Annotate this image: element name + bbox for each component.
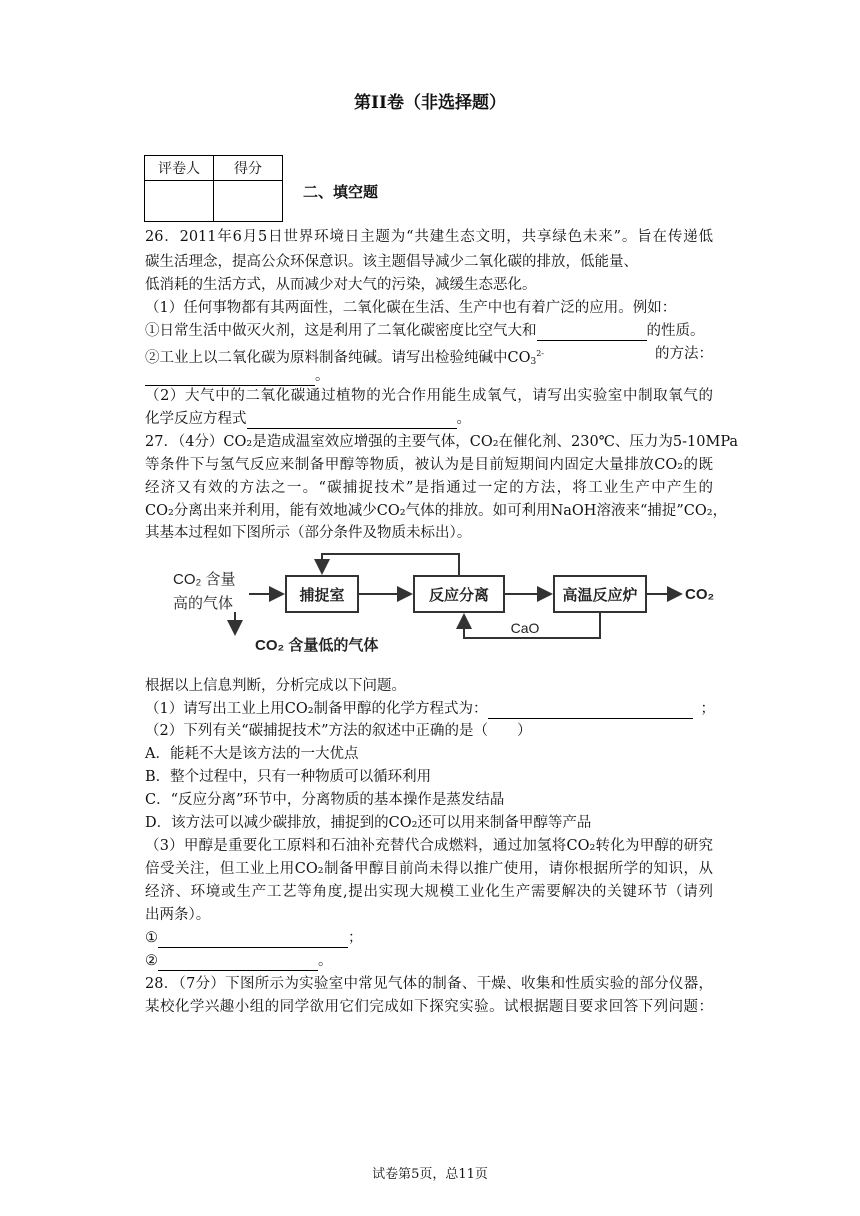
q26-line-9 [145, 409, 471, 429]
arrow-recycle-to-capture [322, 554, 459, 576]
q26-line-2: 碳生活理念，提高公众环保意识。该主题倡导减少二氧化碳的排放，低能量、 [145, 254, 638, 270]
answer-blank[interactable] [247, 412, 457, 429]
q26-line-1: 26．2011年6月5日世界环境日主题为“共建生态文明，共享绿色未来”。旨在传递低 [145, 229, 713, 245]
diagram-input-line1: CO₂ 含量 [173, 571, 236, 588]
q27-answer-2 [145, 951, 333, 971]
answer-blank[interactable] [488, 702, 693, 719]
q28-line-1: 28．（7分）下图所示为实验室中常见气体的制备、干燥、收集和性质实验的部分仪器， [145, 976, 713, 992]
q27-line-8: （2）下列有关“碳捕捉技术”方法的叙述中正确的是（ ） [145, 723, 532, 739]
q26-line-8: （2）大气中的二氧化碳通过植物的光合作用能生成氧气，请写出实验室中制取氧气的 [145, 388, 713, 404]
q26-q3-text: 化学反应方程式 [145, 411, 247, 427]
q27-answer-1 [145, 928, 363, 948]
option-a: A．能耗不大是该方法的一大优点 [145, 746, 359, 762]
q27-line-10: 倍受关注，但工业上用CO₂制备甲醇目前尚未得以推广使用，请你根据所学的知识，从 [145, 861, 713, 877]
q27-line-6: 根据以上信息判断，分析完成以下问题。 [145, 678, 406, 694]
grader-header: 评卷人 [145, 156, 214, 181]
score-header: 得分 [214, 156, 283, 181]
grader-cell [145, 181, 214, 222]
q27-line-2: 等条件下与氢气反应来制备甲醇等物质，被认为是目前短期间内固定大量排放CO₂的既 [145, 457, 713, 473]
carbon-capture-diagram [155, 540, 725, 670]
page-footer: 试卷第5页，总11页 [372, 1167, 488, 1182]
q26-line-7 [145, 366, 330, 386]
q26-q3-tail: 。 [456, 411, 471, 427]
q26-q2-tail: 的方法： [655, 346, 713, 362]
box-separation-label: 反应分离 [428, 587, 490, 604]
score-table [144, 155, 283, 222]
box-capture-label: 捕捉室 [299, 587, 345, 604]
q26-line-4: （1）任何事物都有其两面性，二氧化碳在生活、生产中也有着广泛的应用。例如： [145, 300, 677, 316]
answer-1-tail: ； [348, 930, 363, 946]
answer-1-marker: ① [145, 930, 158, 946]
answer-blank[interactable] [158, 931, 348, 948]
answer-2-marker: ② [145, 953, 158, 969]
q27-line-4: CO₂分离出来并利用，能有效地减少CO₂气体的排放。如可利用NaOH溶液来“捕捉”CO₂， [145, 503, 728, 519]
q27-q1-tail: ； [700, 701, 716, 717]
diagram-input-line2: 高的气体 [173, 595, 234, 612]
q27-q1-text: （1）请写出工业上用CO₂制备甲醇的化学方程式为： [145, 701, 488, 717]
q26-line-3: 低消耗的生活方式，从而减少对大气的污染，减缓生态恶化。 [145, 277, 537, 293]
q26-q1-text: ①日常生活中做灭火剂，这是利用了二氧化碳密度比空气大和 [145, 323, 537, 339]
answer-blank[interactable] [145, 369, 315, 386]
q27-line-12: 出两条）。 [145, 907, 211, 923]
q27-line-9: （3）甲醇是重要化工原料和石油补充替代合成燃料，通过加氢将CO₂转化为甲醇的研究 [145, 838, 713, 854]
answer-2-tail: 。 [318, 953, 333, 969]
superscript: 2- [536, 349, 545, 358]
answer-blank[interactable] [158, 954, 318, 971]
box-furnace-label: 高温反应炉 [562, 587, 638, 604]
option-b: B．整个过程中，只有一种物质可以循环利用 [145, 769, 432, 785]
section-heading: 二、填空题 [303, 183, 379, 201]
cao-label: CaO [510, 620, 540, 636]
subscript: 3 [530, 356, 537, 367]
answer-blank[interactable] [537, 324, 647, 341]
q27-line-3: 经济又有效的方法之一。“碳捕捉技术”是指通过一定的方法，将工业生产中产生的 [145, 480, 713, 496]
q28-line-2: 某校化学兴趣小组的同学欲用它们完成如下探究实验。试根据题目要求回答下列问题： [145, 999, 713, 1015]
score-cell [214, 181, 283, 222]
q27-line-11: 经济、环境或生产工艺等角度,提出实现大规模工业化生产需要解决的关键环节（请列 [145, 884, 713, 900]
option-d: D．该方法可以减少碳排放，捕捉到的CO₂还可以用来制备甲醇等产品 [145, 815, 592, 831]
q26-q2-main: ②工业上以二氧化碳为原料制备纯碱。请写出检验纯碱中CO [145, 349, 531, 366]
q27-line-7 [145, 699, 715, 719]
q26-q2-end: 。 [315, 368, 330, 384]
page-title: 第II卷（非选择题） [354, 93, 506, 113]
option-c: C．“反应分离”环节中，分离物质的基本操作是蒸发结晶 [145, 792, 505, 808]
q26-line-5 [145, 321, 705, 341]
low-gas-label: CO₂ 含量低的气体 [255, 637, 379, 654]
q26-q1-tail: 的性质。 [646, 323, 705, 339]
q27-line-5: 其基本过程如下图所示（部分条件及物质未标出）。 [145, 525, 472, 541]
diagram-output: CO₂ [685, 586, 715, 603]
q27-line-1: 27．（4分）CO₂是造成温室效应增强的主要气体，CO₂在催化剂、230℃、压力为5-10MPa [145, 434, 739, 450]
